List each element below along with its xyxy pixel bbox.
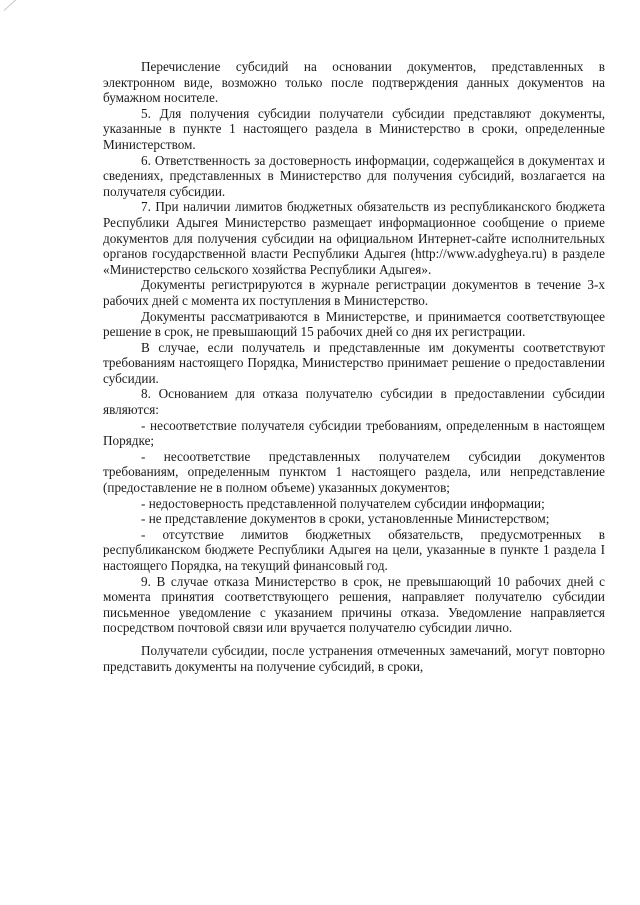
document-body bbox=[103, 59, 605, 674]
paragraph-item-6: 6. Ответственность за достоверность информации, содержащейся в документах и сведениях, представленных в Министерство для получения субсидий, возлагается на получателя субсидии. bbox=[103, 152, 605, 199]
scan-mark bbox=[4, 0, 24, 11]
paragraph-item-9: 9. В случае отказа Министерство в срок, не превышающий 10 рабочих дней с момента принятия соответствующего решения, направляет получателю субсидии письменное уведомление с указанием причины отказа. Уведомление направляется посредством почтовой связи или вручается получателю субсидии лично. bbox=[103, 573, 605, 636]
paragraph-review: Документы рассматриваются в Министерстве, и принимается соответствующее решение в срок, не превышающий 15 рабочих дней со дня их регистрации. bbox=[103, 308, 605, 340]
paragraph-registration: Документы регистрируются в журнале регистрации документов в течение 3-х рабочих дней с момента их поступления в Министерство. bbox=[103, 277, 605, 308]
list-item-requirements: - несоответствие получателя субсидии требованиям, определенным в настоящем Порядке; bbox=[103, 417, 605, 449]
list-item-deadlines: - не представление документов в сроки, установленные Министерством; bbox=[141, 511, 550, 527]
paragraph-electronic-transfer: Перечисление субсидий на основании документов, представленных в электронном виде, возможно только после подтверждения данных документов на бумажном носителе. bbox=[103, 59, 605, 106]
list-item-budget-limits: - отсутствие лимитов бюджетных обязательств, предусмотренных в республиканском бюджете Республики Адыгея на цели, указанные в пункте 1 раздела I настоящего Порядка, на текущий финансовый год. bbox=[103, 526, 605, 573]
paragraph-resubmission: Получатели субсидии, после устранения отмеченных замечаний, могут повторно представить документы на получение субсидий, в сроки, bbox=[103, 642, 605, 674]
paragraph-item-5: 5. Для получения субсидии получатели субсидии представляют документы, указанные в пункте 1 настоящего раздела в Министерство в сроки, определенные Министерством. bbox=[103, 105, 605, 152]
list-item-documents: - несоответствие представленных получателем субсидии документов требованиям, определенным пунктом 1 настоящего раздела, или непредставление (предоставление не в полном объеме) указанных документов; bbox=[103, 448, 605, 496]
paragraph-item-8: 8. Основанием для отказа получателю субсидии в предоставлении субсидии являются: bbox=[103, 386, 605, 418]
list-item-unreliable-info: - недостоверность представленной получателем субсидии информации; bbox=[141, 495, 545, 511]
paragraph-item-7: 7. При наличии лимитов бюджетных обязательств из республиканского бюджета Республики Адыгея Министерство размещает информационное сообщение о приеме документов для получения субсидии на официальном Интернет-сайте исполнительных органов государственной власти Республики Адыгея (http://www.adygheya.ru) в разделе «Министерство сельского хозяйства Республики Адыгея». bbox=[103, 199, 605, 277]
paragraph-decision: В случае, если получатель и представленные им документы соответствуют требованиям настоящего Порядка, Министерство принимает решение о предоставлении субсидии. bbox=[103, 339, 605, 386]
